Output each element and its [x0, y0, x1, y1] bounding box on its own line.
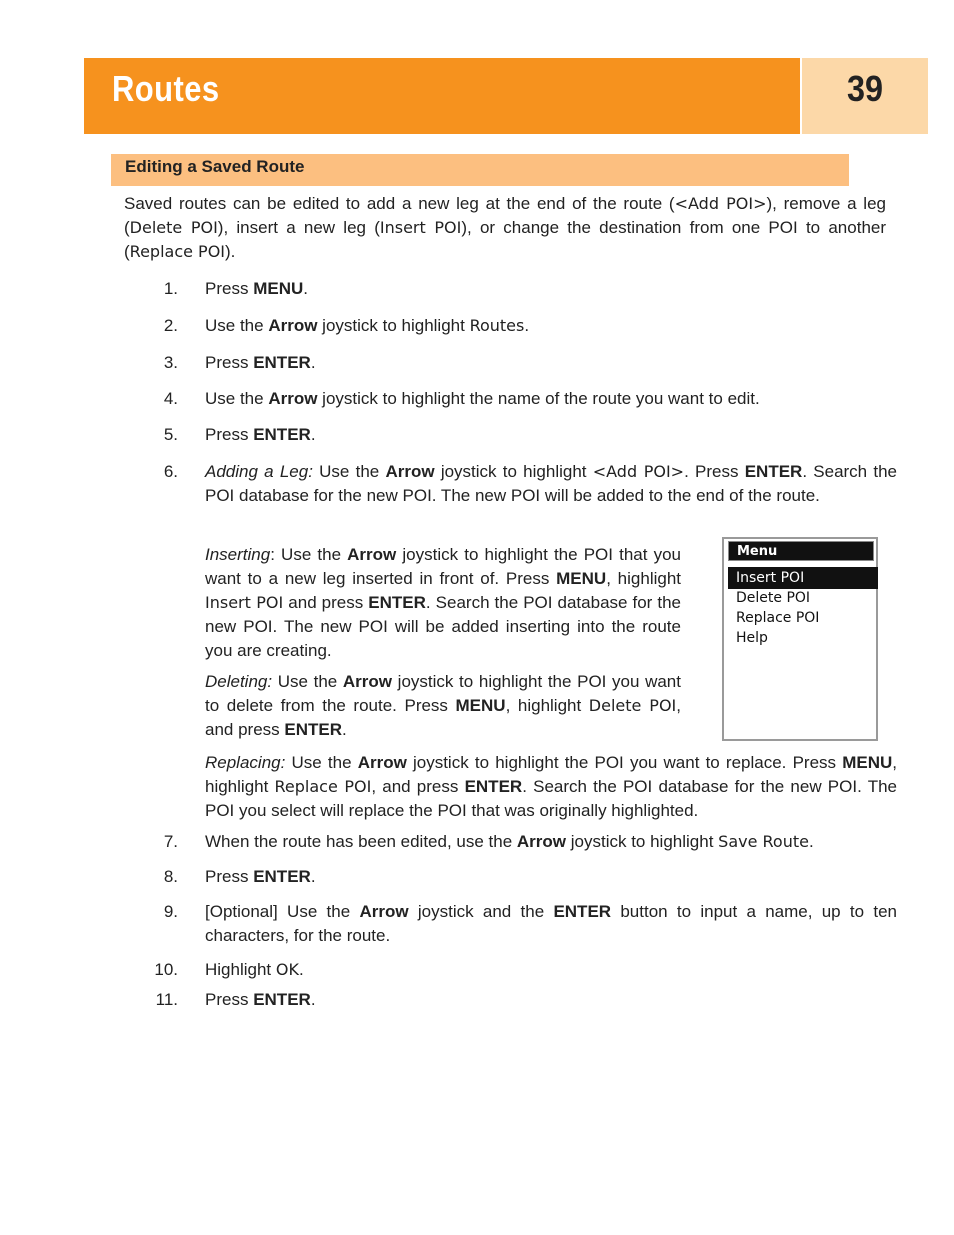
- step-text: Press MENU.: [205, 279, 308, 298]
- step-text: [Optional] Use the Arrow joystick and the ENTER button to input a name, up to ten characters, for the route.: [205, 902, 898, 945]
- step-number: 11.: [155, 990, 178, 1009]
- menu-header: Menu: [728, 541, 874, 561]
- step-number: 6.: [163, 462, 178, 481]
- step-text: Highlight OK.: [205, 960, 304, 979]
- section-heading: Editing a Saved Route: [125, 157, 305, 176]
- step-text: Press ENTER.: [205, 353, 316, 372]
- step-number: 2.: [163, 316, 178, 335]
- step-number: 3.: [163, 353, 178, 372]
- step-number: 10.: [154, 960, 178, 979]
- replacing-paragraph: Replacing: Use the Arrow joystick to highlight the POI you want to replace. Press MENU, highlight Replace POI, and press ENTER. Search the POI database for the new POI. The POI you select will replace the POI that was originally highlighted.: [205, 753, 897, 820]
- menu-item-delete-poi: Delete POI: [736, 590, 811, 606]
- step-number: 1.: [163, 279, 178, 298]
- deleting-paragraph: Deleting: Use the Arrow joystick to highlight the POI you want to delete from the route. Press MENU, highlight Delete POI, and press ENTER.: [205, 672, 681, 739]
- inserting-paragraph: Inserting: Use the Arrow joystick to highlight the POI that you want to a new leg inserted in front of. Press MENU, highlight Insert POI and press ENTER. Search the POI database for the new POI. The new POI will be added inserting into the route you are creating.: [205, 545, 682, 660]
- step-text: Press ENTER.: [205, 425, 316, 444]
- step-text: Press ENTER.: [205, 867, 316, 886]
- step-text: Press ENTER.: [205, 990, 316, 1009]
- menu-item-insert-poi: Insert POI: [728, 567, 878, 589]
- step-number: 8.: [163, 867, 178, 886]
- menu-item-replace-poi: Replace POI: [736, 610, 820, 626]
- step-number: 5.: [163, 425, 178, 444]
- step-text: Adding a Leg: Use the Arrow joystick to highlight <Add POI>. Press ENTER. Search the POI database for the new POI. The new POI will be added to the end of the route.: [205, 462, 897, 505]
- intro-paragraph: Saved routes can be edited to add a new leg at the end of the route (<Add POI>), remove a leg (Delete POI), insert a new leg (Insert POI), or change the destination from one POI to another (Replace POI).: [124, 194, 887, 261]
- step-number: 4.: [163, 389, 178, 408]
- step-text: Use the Arrow joystick to highlight the name of the route you want to edit.: [205, 389, 760, 408]
- page-number: 39: [846, 68, 884, 109]
- device-menu-screen: [722, 537, 878, 741]
- menu-item-help: Help: [736, 630, 768, 646]
- step-number: 7.: [163, 832, 178, 851]
- step-text: When the route has been edited, use the Arrow joystick to highlight Save Route.: [205, 832, 814, 851]
- page-title: Routes: [112, 68, 220, 109]
- step-number: 9.: [163, 902, 178, 921]
- step-text: Use the Arrow joystick to highlight Routes.: [205, 316, 530, 335]
